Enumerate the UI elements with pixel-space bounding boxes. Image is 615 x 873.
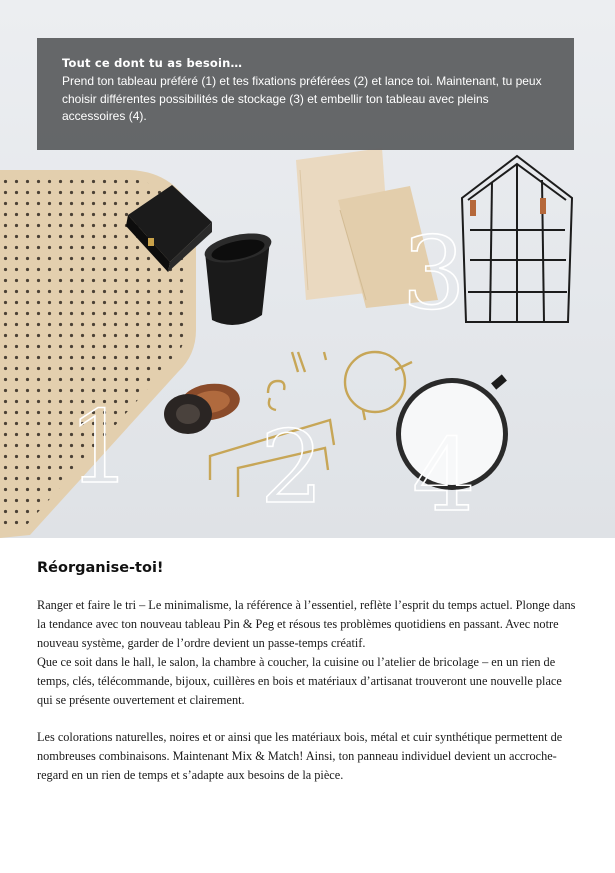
number-1: 1 [68, 389, 132, 506]
banner-text: Prend ton tableau préféré (1) et tes fixations préférées (2) et lance toi. Maintenant, tu peux choisir différentes possibilités de stockage (3) et embellir ton tableau avec pleins accessoires (4). [62, 74, 542, 123]
article [37, 560, 577, 785]
article-heading: Réorganise-toi! [37, 560, 164, 576]
info-banner [37, 38, 574, 150]
number-4: 4 [412, 417, 476, 534]
article-paragraph-2: Les colorations naturelles, noires et or ainsi que les matériaux bois, métal et cuir synthétique permettent de nombreuses combinaisons. Maintenant Mix & Match! Ainsi, ton panneau individuel devient un accroche-regard en un rien de temps et s’adapte aux besoins de la pièce. [37, 730, 563, 783]
wire-house-shelf [462, 156, 572, 322]
black-pot [202, 228, 274, 325]
banner-title: Tout ce dont tu as besoin… [62, 56, 243, 70]
leather-straps [164, 380, 242, 434]
number-3: 3 [402, 215, 466, 332]
article-paragraph-1: Ranger et faire le tri – Le minimalisme, la référence à l’essentiel, reflète l’esprit du temps actuel. Plonge dans la tendance avec ton nouveau tableau Pin & Peg et résous tes problèmes quotidiens en passant. Avec notre nouveau système, garder de l’ordre devient un passe-temps créatif. Que ce soit dans le hall, le salon, la chambre à coucher, la cuisine ou l’atelier de bricolage – en un rien de temps, clés, télécommande, bijoux, cuillères en bois et matériaux d’artisanat trouveront une nouvelle place qui se présente ouvertement et clairement. [37, 598, 576, 707]
number-2: 2 [260, 409, 324, 526]
